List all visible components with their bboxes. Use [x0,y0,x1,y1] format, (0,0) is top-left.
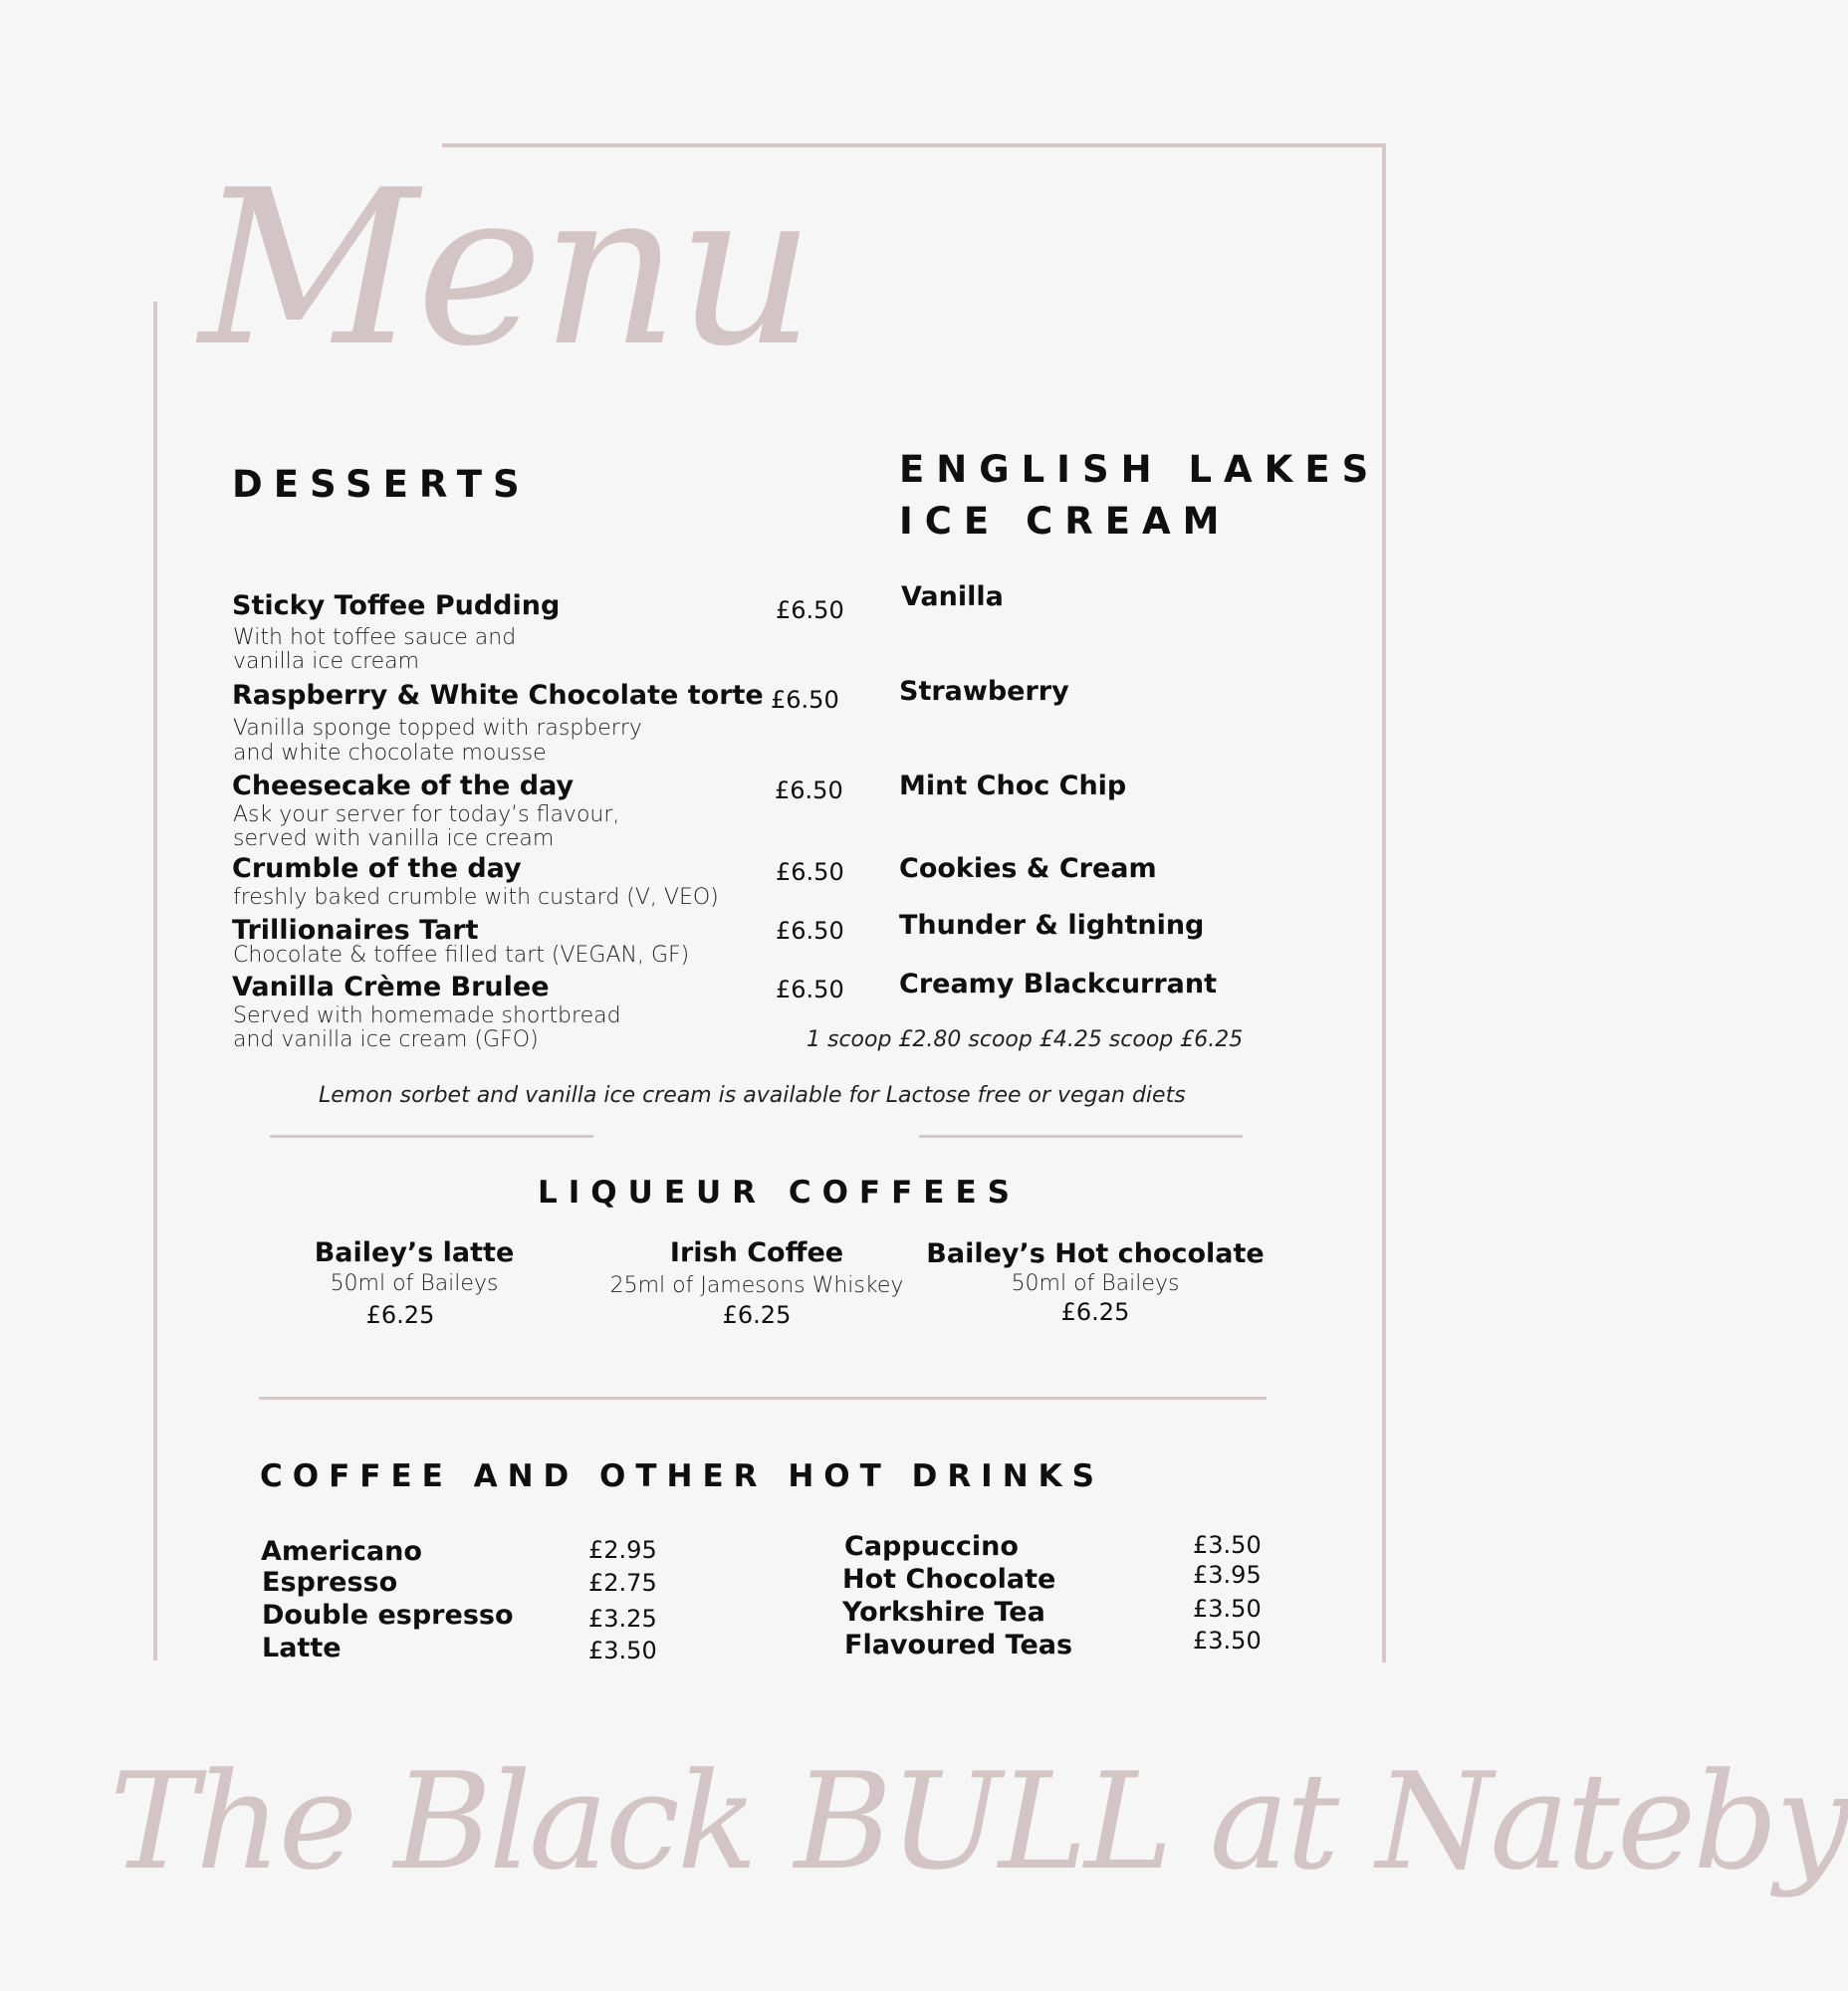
dessert-desc: With hot toffee sauce and [233,625,517,650]
dessert-desc: Ask your server for today’s flavour, [233,802,620,827]
liqueur-coffee-name: Bailey’s Hot chocolate [926,1238,1265,1269]
dessert-price: £6.50 [776,596,844,624]
dessert-price: £6.50 [776,858,844,886]
ice-cream-heading-line1: ENGLISH LAKES [899,448,1381,491]
dessert-name: Crumble of the day [232,853,522,884]
hot-drink-name: Cappuccino [844,1531,1019,1562]
dessert-desc: and vanilla ice cream (GFO) [233,1027,539,1052]
hot-drink-name: Double espresso [262,1600,514,1631]
dessert-name: Raspberry & White Chocolate torte [232,680,764,711]
liqueur-coffee-desc: 50ml of Baileys [330,1271,499,1296]
hot-drink-price: £3.50 [1193,1627,1262,1655]
hot-drink-name: Flavoured Teas [844,1630,1073,1660]
dessert-desc: freshly baked crumble with custard (V, VEO) [233,885,719,910]
dessert-desc: Chocolate & toffee filled tart (VEGAN, GF) [233,943,690,968]
hot-drink-price: £2.95 [588,1536,657,1564]
hot-drinks-heading: COFFEE AND OTHER HOT DRINKS [260,1458,1105,1494]
hot-drink-name: Yorkshire Tea [842,1597,1045,1628]
liqueur-coffee-desc: 25ml of Jamesons Whiskey [609,1273,904,1298]
liqueur-coffee-price: £6.25 [365,1301,435,1329]
liqueur-coffee-price: £6.25 [1060,1298,1130,1326]
ice-cream-heading-line2: ICE CREAM [899,500,1232,543]
dessert-desc: served with vanilla ice cream [233,826,555,851]
hot-drink-price: £2.75 [588,1569,657,1597]
lactose-free-note: Lemon sorbet and vanilla ice cream is available for Lactose free or vegan diets [319,1083,1186,1108]
dessert-desc: and white chocolate mousse [233,741,547,766]
scoop-prices: 1 scoop £2.80 scoop £4.25 scoop £6.25 [807,1027,1244,1052]
dessert-name: Trillionaires Tart [232,915,479,946]
dessert-desc: vanilla ice cream [233,649,420,674]
ice-cream-flavour: Thunder & lightning [899,910,1205,941]
ice-cream-flavour: Creamy Blackcurrant [899,969,1218,999]
liqueur-coffee-price: £6.25 [722,1301,792,1329]
ice-cream-flavour: Vanilla [901,581,1004,612]
hot-drink-price: £3.25 [588,1605,657,1633]
hot-drink-name: Latte [262,1633,342,1663]
dessert-price: £6.50 [776,976,844,1003]
divider-line [270,1135,593,1138]
frame-right-line [1382,143,1386,1662]
menu-title: Menu [199,143,813,393]
dessert-name: Cheesecake of the day [232,771,575,801]
divider-line [259,1397,1267,1400]
footer-brand-logo: The Black BULL at Nateby [110,1744,1848,1899]
divider-line [919,1135,1243,1138]
desserts-heading: DESSERTS [232,463,531,506]
dessert-price: £6.50 [775,776,843,804]
dessert-desc: Vanilla sponge topped with raspberry [233,716,642,741]
dessert-name: Sticky Toffee Pudding [232,590,561,621]
liqueur-coffees-heading: LIQUEUR COFFEES [538,1175,1021,1211]
hot-drink-price: £3.50 [1193,1595,1262,1623]
dessert-name: Vanilla Crème Brulee [232,972,550,1002]
dessert-price: £6.50 [771,686,839,714]
ice-cream-flavour: Cookies & Cream [899,853,1157,884]
hot-drink-price: £3.95 [1193,1561,1262,1589]
hot-drink-price: £3.50 [588,1637,657,1664]
liqueur-coffee-name: Bailey’s latte [314,1237,515,1268]
frame-left-line [153,302,157,1660]
liqueur-coffee-desc: 50ml of Baileys [1011,1271,1180,1296]
hot-drink-name: Americano [261,1536,422,1567]
liqueur-coffee-name: Irish Coffee [669,1237,844,1268]
hot-drink-price: £3.50 [1193,1531,1262,1559]
hot-drink-name: Hot Chocolate [842,1564,1056,1595]
ice-cream-flavour: Mint Choc Chip [899,771,1127,801]
ice-cream-flavour: Strawberry [899,676,1069,707]
dessert-desc: Served with homemade shortbread [233,1003,621,1028]
dessert-price: £6.50 [776,917,844,945]
hot-drink-name: Espresso [262,1567,398,1598]
